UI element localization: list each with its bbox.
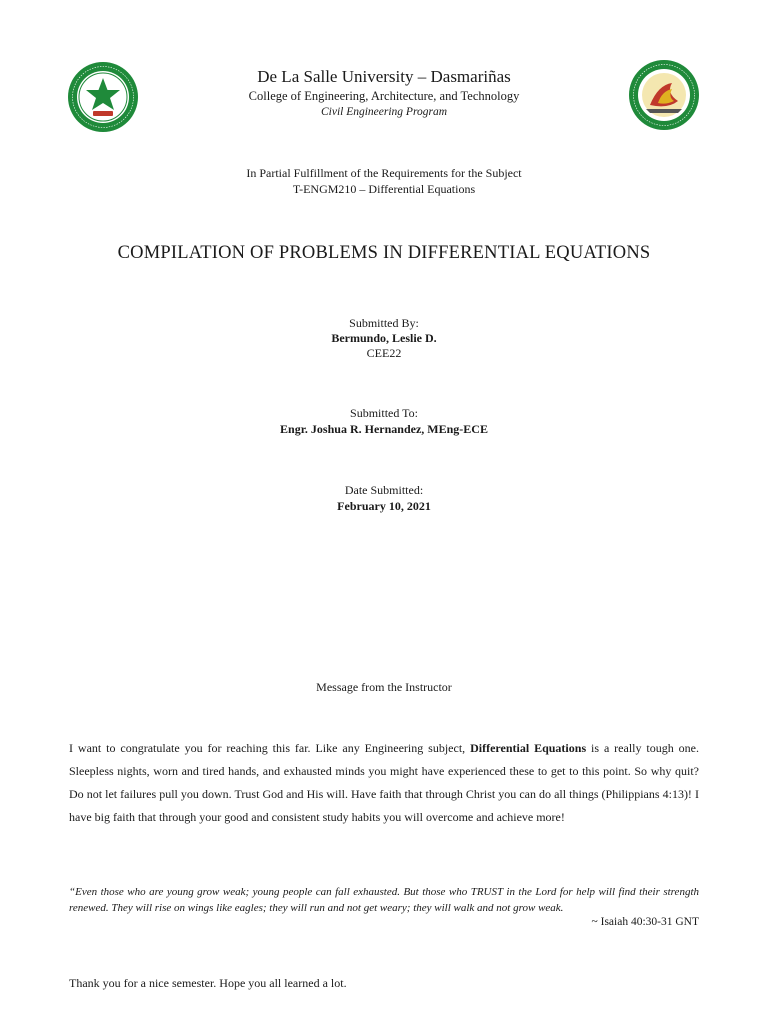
subject-line: T-ENGM210 – Differential Equations [292,182,476,196]
submission-date: February 10, 2021 [337,499,431,513]
closing-line: Thank you for a nice semester. Hope you all learned a lot. [69,976,347,990]
message-bold-subject: Differential Equations [470,741,587,755]
quote-citation: ~ Isaiah 40:30-31 GNT [591,916,699,928]
message-text-before: I want to congratulate you for reaching this far. Like any Engineering subject, [69,741,471,755]
submitted-to-label: Submitted To: [350,406,418,420]
college-name: College of Engineering, Architecture, and Technology [248,89,520,103]
date-submitted-label: Date Submitted: [344,483,424,497]
message-paragraph [69,737,699,829]
submitted-by-label: Submitted By: [349,316,419,330]
document-title: COMPILATION OF PROBLEMS IN DIFFERENTIAL EQUATIONS [117,243,651,263]
message-text-after: is a really tough one. Sleepless nights, worn and tired hands, and exhausted minds you might have experienced these to get to this point. So why quit? Do not let failures pull you down. Trust God and His will. Have faith that through Christ you can do all things (Philippians 4:13)! I have big faith that through your good and consistent study habits you will overcome and achieve more! [69,741,699,824]
program-name: Civil Engineering Program [320,106,448,118]
fulfillment-line: In Partial Fulfillment of the Requirements for the Subject [246,166,522,180]
bible-quote: “Even those who are young grow weak; young people can fall exhausted. But those who TRUST in the Lord for help will find their strength renewed. They will rise on wings like eagles; they will run and not get weary; they will walk and not grow weak. [69,886,699,914]
student-section: CEE22 [366,346,402,360]
student-name: Bermundo, Leslie D. [331,331,437,345]
university-name: De La Salle University – Dasmariñas [257,67,511,86]
instructor-name: Engr. Joshua R. Hernandez, MEng-ECE [280,422,488,436]
message-title: Message from the Instructor [316,680,452,694]
